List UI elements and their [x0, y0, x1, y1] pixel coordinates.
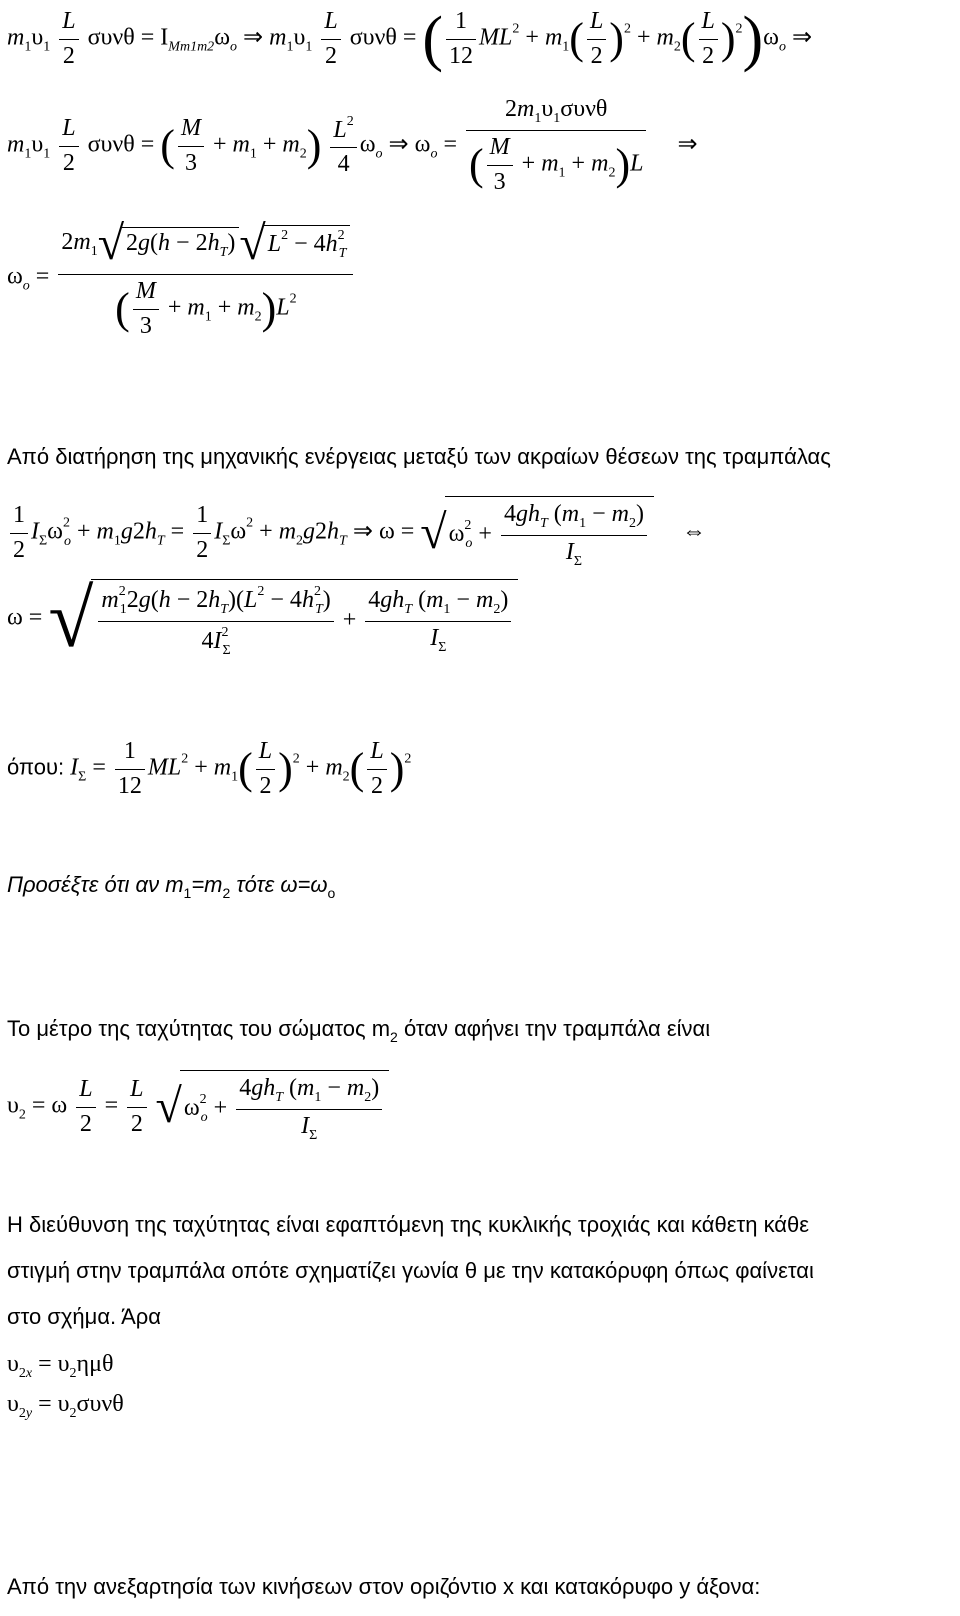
equation-omega-o-step: $m_1\upsilon_1$ $\frac{L}{2}$ συνθ = ( $\frac{M}{3}$ + $m_1 + m_2$) $\frac{L^2}{4}$ $\omega_o$ ⇒ $\omega_o$ = $2m_1\upsilon_1\sigma\upsilon\nu\theta$ ( $\frac{M}{3}$ + $m_1 + m_2)L$ ⇒	[7, 96, 698, 195]
paragraph-energy: Από διατήρηση της μηχανικής ενέργειας μεταξύ των ακραίων θέσεων της τραμπάλας	[7, 444, 831, 469]
equation-v2x: $\upsilon_{2x} = \upsilon_2\eta\mu\theta$	[7, 1351, 114, 1381]
equation-omega-o-final: $\omega_o$ = $2m_1√2g(h - 2h_T)√L^2 - 4h^2_T$ ( $\frac{M}{3}$ + $m_1 + m_2)L^2$	[7, 216, 356, 340]
equation-energy: $\frac{1}{2}$ $I_\Sigma\omega^2_o + m_1g2h_T$ = $\frac{1}{2}$ $I_\Sigma\omega^2 + m_2g2h_T$ ⇒ $\omega = √\omega^2_o$ + $\frac{4gh_T (m_1 - m_2)}{I_\Sigma}$ ⇔	[7, 496, 706, 570]
paragraph-independence: Από την ανεξαρτησία των κινήσεων στον οριζόντιο x και κατακόρυφο y άξονα:	[7, 1574, 761, 1599]
equation-inertia: όπου: $I_\Sigma$ = $\frac{1}{12}$ $ML^2 + m_1$( $\frac{L}{2}$ )$^2 + m_2$( $\frac{L}{2}$ )$^2$	[7, 738, 412, 799]
equation-angular-momentum: $m_1\upsilon_1$ $\frac{L}{2}$ $\sigma\upsilon\nu\theta = I_{Mm1m2}\omega_o$ ⇒ $m_1\upsilon_1$ $\frac{L}{2}$ συνθ = ( $\frac{1}{12}$ $ML^2 + m_1$( $\frac{L}{2}$ )$^2 + m_2$( $\frac{L}{2}$ )$^2)\omega_o$ ⇒	[7, 5, 813, 74]
paragraph-direction-3: στο σχήμα. Άρα	[7, 1304, 161, 1329]
paragraph-direction-1: Η διεύθυνση της ταχύτητας είναι εφαπτόμενη της κυκλικής τροχιάς και κάθετη κάθε	[7, 1212, 810, 1237]
equation-speed: $\upsilon_2 = \omega$ $\frac{L}{2}$ = $\frac{L}{2}$ $√\omega^2_o$ + $\frac{4gh_T (m_1 - m_2)}{I_\Sigma}$	[7, 1070, 389, 1144]
paragraph-speed: Το μέτρο της ταχύτητας του σώματος $m_2$ όταν αφήνει την τραμπάλα είναι	[7, 1016, 711, 1045]
equation-omega-final: ω = √ $\frac{m^2_12g(h - 2h_T)(L^2 - 4h^2_T)}{4I^2_\Sigma}$ + $\frac{4gh_T (m_1 - m_2)}{I_\Sigma}$	[7, 578, 518, 660]
paragraph-direction-2: στιγμή στην τραμπάλα οπότε σχηματίζει γωνία θ με την κατακόρυφη όπως φαίνεται	[7, 1258, 814, 1283]
equation-v2y: $\upsilon_{2y} = \upsilon_2\sigma\upsilon\nu\theta$	[7, 1391, 124, 1421]
note-text: Προσέξτε ότι αν $m_1=m_2$ τότε $\omega=\omega_o$	[7, 872, 336, 901]
